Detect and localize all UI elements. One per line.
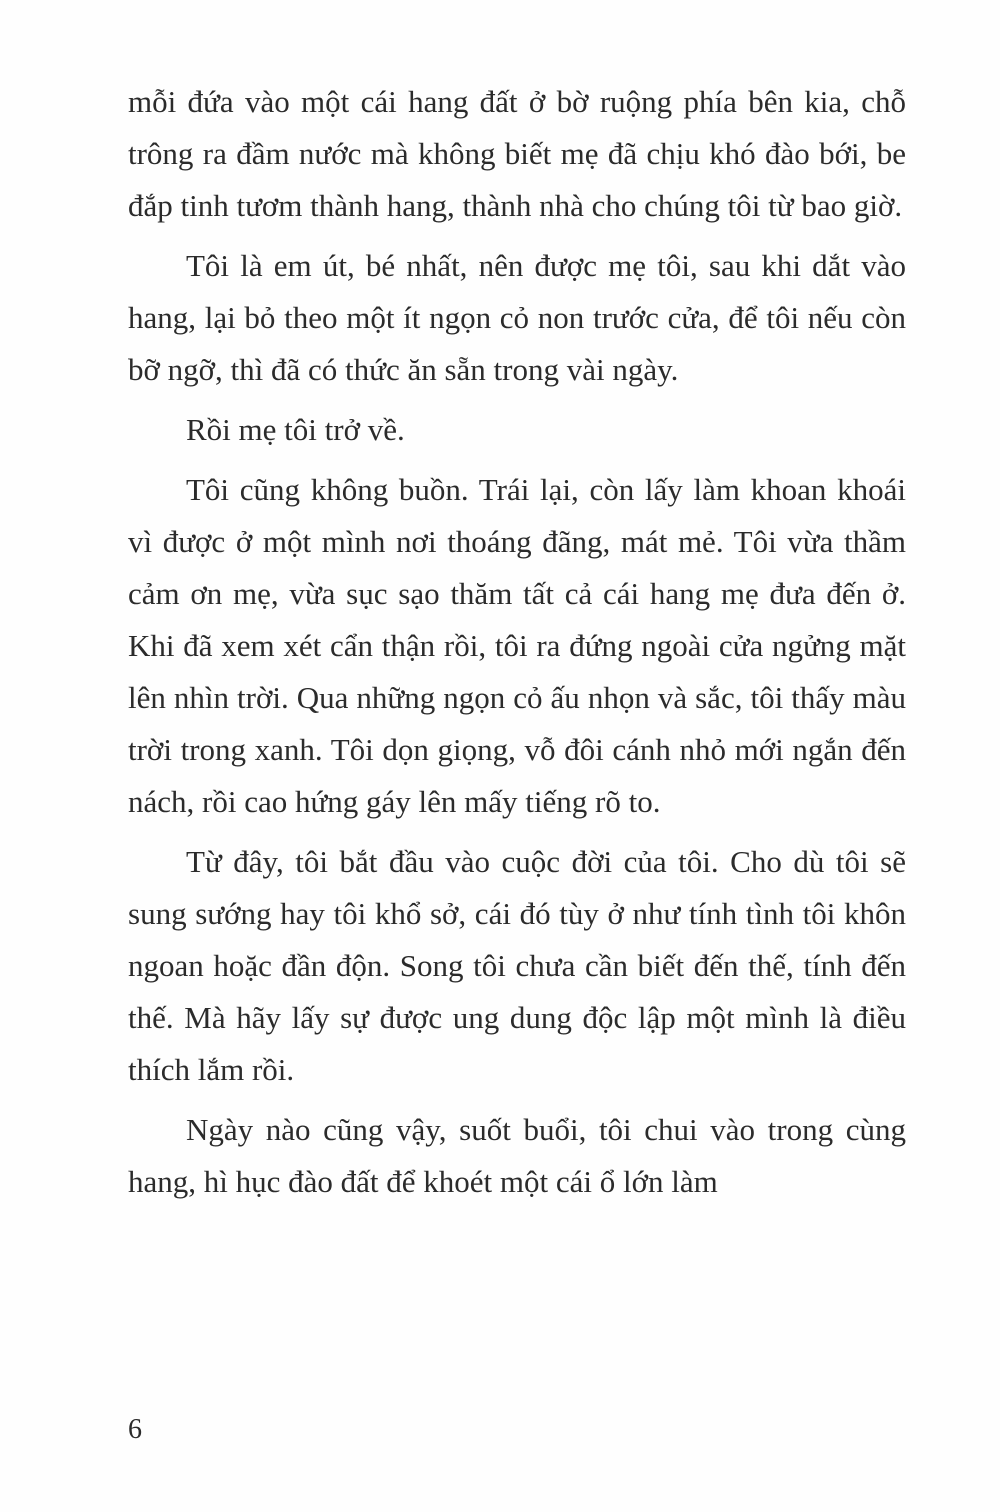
paragraph: Ngày nào cũng vậy, suốt buổi, tôi chui vào trong cùng hang, hì hục đào đất để khoét một cái ổ lớn làm	[128, 1112, 906, 1199]
paragraph: Từ đây, tôi bắt đầu vào cuộc đời của tôi. Cho dù tôi sẽ sung sướng hay tôi khổ sở, cái đó tùy ở như tính tình tôi khôn ngoan hoặc đần độn. Song tôi chưa cần biết đến thế, tính đến thế. Mà hãy lấy sự được ung dung độc lập một mình là điều thích lắm rồi.	[128, 844, 906, 1087]
page-number: 6	[128, 1414, 142, 1445]
paragraph: Rồi mẹ tôi trở về.	[186, 412, 405, 447]
paragraph: Tôi cũng không buồn. Trái lại, còn lấy làm khoan khoái vì được ở một mình nơi thoáng đãng, mát mẻ. Tôi vừa thầm cảm ơn mẹ, vừa sục sạo thăm tất cả cái hang mẹ đưa đến ở. Khi đã xem xét cẩn thận rồi, tôi ra đứng ngoài cửa ngửng mặt lên nhìn trời. Qua những ngọn cỏ ấu nhọn và sắc, tôi thấy màu trời trong xanh. Tôi dọn giọng, vỗ đôi cánh nhỏ mới ngắn đến nách, rồi cao hứng gáy lên mấy tiếng rõ to.	[128, 472, 906, 819]
paragraph-continued: mỗi đứa vào một cái hang đất ở bờ ruộng phía bên kia, chỗ trông ra đầm nước mà không biết mẹ đã chịu khó đào bới, be đắp tinh tươm thành hang, thành nhà cho chúng tôi từ bao giờ.	[128, 84, 906, 223]
paragraph: Tôi là em út, bé nhất, nên được mẹ tôi, sau khi dắt vào hang, lại bỏ theo một ít ngọn cỏ non trước cửa, để tôi nếu còn bỡ ngỡ, thì đã có thức ăn sẵn trong vài ngày.	[128, 248, 906, 387]
body-text	[128, 76, 906, 1208]
